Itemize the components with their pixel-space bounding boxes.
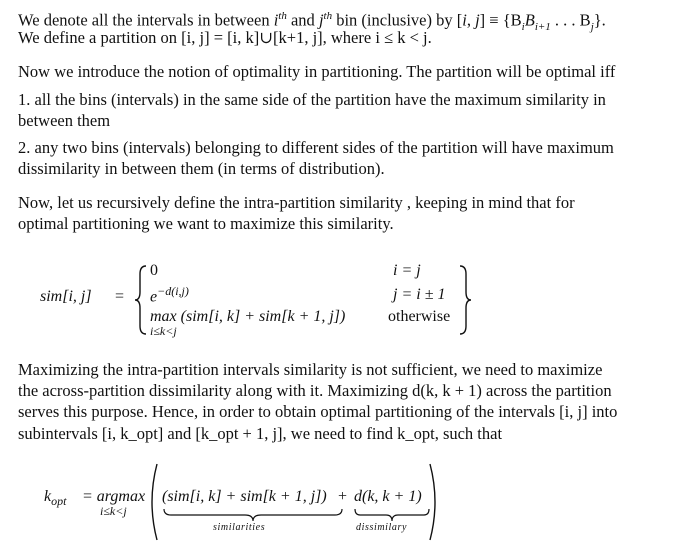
case-2-value: $e^{-d(i,j)}$	[150, 284, 189, 306]
case-1-value: 0	[150, 262, 158, 279]
similarity-term: (sim[i, k] + sim[k + 1, j])	[162, 488, 327, 505]
right-paren-icon	[428, 462, 442, 542]
equation-equals: =	[115, 288, 125, 305]
case-3-value: max (sim[i, k] + sim[k + 1, j])	[150, 308, 346, 325]
condition-2-line-2: dissimilarity in between them (in terms of distribution).	[18, 159, 385, 178]
underbrace-similarities-icon	[163, 508, 343, 522]
intro-line-1: We denote all the intervals in between $i^{th}$ and $j^{th}$ bin (inclusive) by [i, $j] \equiv \{B_iB_{i+1}$ . . . $B_j$}.	[18, 10, 606, 33]
condition-1-line-2: between them	[18, 111, 111, 130]
maximizing-line-4: subintervals [i, k_opt] and [k_opt + 1, j], we need to find k_opt, such that	[18, 424, 503, 443]
equation-lhs: sim[i, j]	[40, 288, 92, 305]
dissimilarity-term: d(k, k + 1)	[354, 488, 422, 505]
maximizing-line-1: Maximizing the intra-partition intervals similarity is not sufficient, we need to maximize	[18, 360, 603, 379]
underbrace-dissimilary-icon	[354, 508, 430, 522]
condition-2-line-1: 2. any two bins (intervals) belonging to different sides of the partition will have maximum	[18, 138, 614, 157]
kopt-lhs: $k_{opt}$	[44, 488, 67, 509]
case-3-subscript: i≤k<j	[150, 324, 177, 338]
case-1-condition: i = j	[393, 262, 421, 279]
dissimilary-label: dissimilary	[356, 522, 408, 533]
argmax-operator: = argmax	[82, 488, 146, 505]
intro-line-2: We define a partition on [i, j] = [i, k]∪[k+1, j], where i ≤ k < j.	[18, 28, 432, 47]
recursive-line-2: optimal partitioning we want to maximize this similarity.	[18, 214, 394, 233]
optimality-sentence: Now we introduce the notion of optimality in partitioning. The partition will be optimal iff	[18, 62, 616, 81]
right-brace-icon	[458, 264, 472, 336]
left-paren-icon	[145, 462, 159, 542]
plus-sign: +	[338, 488, 348, 505]
maximizing-line-2: the across-partition dissimilarity along with it. Maximizing d(k, k + 1) across the partition	[18, 381, 612, 400]
case-2-condition: j = i ± 1	[393, 286, 446, 303]
case-3-condition: otherwise	[388, 308, 451, 325]
recursive-line-1: Now, let us recursively define the intra-partition similarity , keeping in mind that for	[18, 193, 575, 212]
similarities-label: similarities	[213, 522, 266, 533]
condition-1-line-1: 1. all the bins (intervals) in the same side of the partition have the maximum similarity in	[18, 90, 606, 109]
maximizing-line-3: serves this purpose. Hence, in order to obtain optimal partitioning of the intervals [i, j] into	[18, 402, 618, 421]
left-brace-icon	[134, 264, 148, 336]
argmax-subscript: i≤k<j	[100, 504, 127, 518]
